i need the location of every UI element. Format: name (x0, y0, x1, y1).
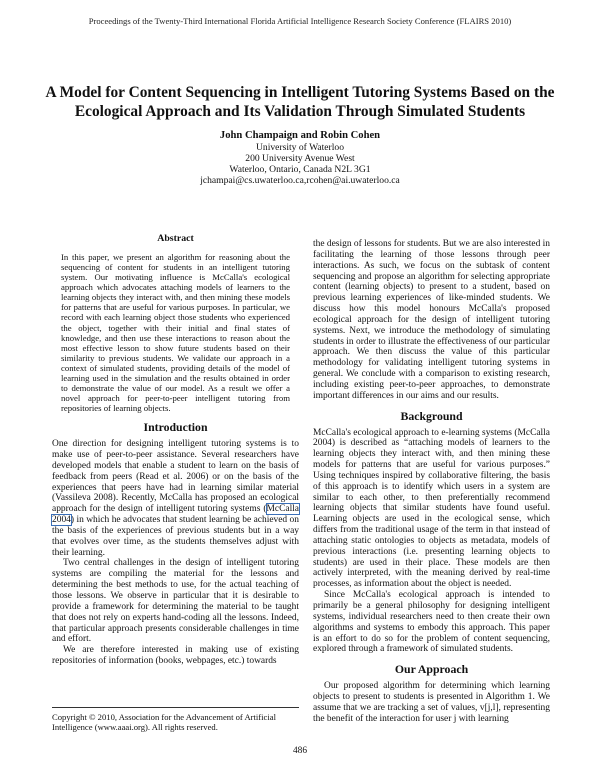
proceedings-header: Proceedings of the Twenty-Third International Florida Artificial Intelligence Research Society Conference (FLAIRS 2010) (88, 16, 512, 26)
affiliation (0, 143, 600, 187)
citation-link-mccalla-2004[interactable]: McCalla 2004 (52, 504, 299, 526)
background-heading: Background (400, 408, 463, 423)
introduction-heading: Introduction (143, 420, 208, 435)
affiliation-city: Waterloo, Ontario, Canada N2L 3G1 (229, 163, 371, 175)
introduction-paragraph-1 (52, 439, 299, 558)
copyright-footnote: Copyright © 2010, Association for the Advancement of Artificial Intelligence (www.aaai.org). All rights reserved. (52, 707, 299, 733)
our-approach-paragraph-1: Our proposed algorithm for determining which learning objects to present to students is presented in Algorithm 1. We assume that we are tracking a set of values, v[j,l], representing the benefit of the interaction for user j with learning (313, 681, 550, 724)
affiliation-university: University of Waterloo (255, 142, 345, 153)
affiliation-street: 200 University Avenue West (245, 152, 355, 164)
intro-p1-text: One direction for designing intelligent tutoring systems is to make use of peer-to-peer assistance. Several researchers have developed models that enable a student to learn on the basis of feedback from peers (Read et al. 2006) or on the basis of the experiences that peers have had in learning similar material (Vassileva 2008). Recently, McCalla has proposed an ecological approach for the design of intelligent tutoring systems ( (52, 439, 299, 515)
intro-p1-text-cont: ) in which he advocates that student learning be achieved on the basis of the experiences of previous students but in a way that evolves over time, as the students themselves adjust with their learning. (52, 515, 299, 558)
author-emails[interactable]: jchampai@cs.uwaterloo.ca,rcohen@ai.uwaterloo.ca (200, 174, 400, 186)
abstract-heading: Abstract (157, 233, 194, 244)
introduction-paragraph-3: We are therefore interested in making use of existing repositories of information (books, webpages, etc.) towards (52, 645, 299, 667)
background-paragraph-1: McCalla's ecological approach to e-learning systems (McCalla 2004) is described as “attaching models of learners to the learning objects they interact with, and then mining these models for patterns that are useful for various purposes.” Using techniques inspired by collaborative filtering, the basis of this approach is to identify which users in a system are similar to each other, to then preferentially recommend learning objects that similar students have found useful. Learning objects are used in the ecological sense, which differs from the traditional usage of the term in that instead of attaching static ontologies to objects as metadata, models of previous interactions (i.e. presenting learning objects to students) are used in their place. These models are then actively interpreted, with the meaning derived by real-time processes, as information about the object is needed. (313, 427, 550, 590)
title-line-2: Ecological Approach and Its Validation Through Simulated Students (74, 103, 526, 120)
introduction-continued: the design of lessons for students. But we are also interested in facilitating the learning of those lessons through peer interactions. As such, we focus on the subtask of content sequencing and propose an algorithm for selecting appropriate content (learning objects) to present to a student, based on previous learning experiences of like-minded students. We discuss how this model honours McCalla's proposed ecological approach for the design of intelligent tutoring systems. Next, we introduce the methodology of simulating students in order to illustrate the effectiveness of our particular approach. We then discuss the value of this particular methodology for validating intelligent tutoring systems in general. We conclude with a comparison to existing research, including existing peer-to-peer approaches, to demonstrate important differences in our aims and our results. (313, 239, 550, 401)
right-column (313, 239, 550, 724)
abstract-text: In this paper, we present an algorithm for reasoning about the sequencing of content for students in an intelligent tutoring system. Our motivating influence is McCalla's ecological approach which advocates attaching models of learners to the learning objects they interact with, and then mining these models for patterns that are useful for various purposes. In particular, we record with each learning object those students who experienced the object, together with their initial and final states of knowledge, and then use these interactions to reason about the most effective lesson to show future students based on their similarity to previous students. We validate our approach in a context of simulated students, providing details of the model of learning used in the simulation and the results obtained in order to demonstrate the value of our model. As a result we offer a novel approach for peer-to-peer intelligent tutoring from repositories of learning objects. (61, 251, 290, 414)
introduction-paragraph-2: Two central challenges in the design of intelligent tutoring systems are compiling the material for the lessons and determining the best methods to use, for the actual teaching of those lessons. We observe in particular that it is desirable to provide a framework for determining the material to be taught that does not rely on experts hand-coding all the lessons. Indeed, that particular approach presents considerable challenges in time and effort. (52, 558, 299, 645)
our-approach-heading: Our Approach (394, 662, 469, 677)
page-number: 486 (292, 746, 308, 756)
background-paragraph-2: Since McCalla's ecological approach is intended to primarily be a general philosophy for designing intelligent systems, individual researchers need to then create their own algorithms and systems to embody this approach. This paper is an effort to do so for the problem of content sequencing, explored through a framework of simulated students. (313, 590, 550, 655)
authors: John Champaign and Robin Cohen (219, 130, 381, 141)
left-column (52, 234, 299, 667)
title-line-1: A Model for Content Sequencing in Intelligent Tutoring Systems Based on the (45, 84, 555, 101)
paper-title (40, 83, 560, 121)
